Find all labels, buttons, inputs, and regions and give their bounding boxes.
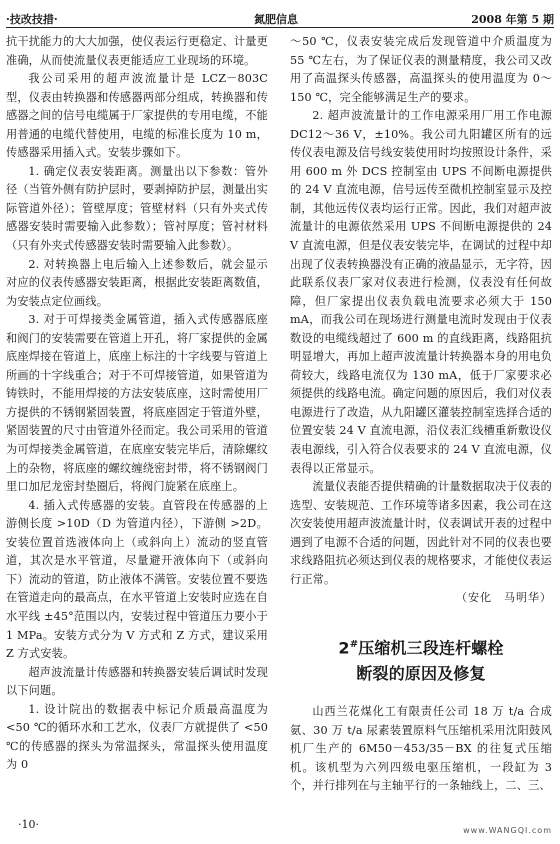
right-column <box>290 33 552 796</box>
paragraph: ～50 ℃，仪表安装完成后发现管道中介质温度为 55 ℃左右，为了保证仪表的测量精度，我公司又改用了高温探头传感器，高温探头的使用温度为 0～150 ℃，完全能够满足生产的要求。 <box>290 35 552 104</box>
issue-label: 2008 年第 5 期 <box>471 13 554 26</box>
header-rule <box>6 27 554 28</box>
section-label: ·技改技措· <box>6 13 58 26</box>
page-number: ·10· <box>18 818 39 831</box>
paragraph: 1. 设计院出的数据表中标记介质最高温度为 <50 ℃的循环水和工艺水，仪表厂方就提供了 <50 ℃的传感器的探头为常温探头，常温探头使用温度为 0 <box>6 702 268 772</box>
paragraph: 流量仪表能否提供精确的计量数据取决于仪表的选型、安装规范、工作环境等诸多因素，我公司在这次安装使用超声波流量计时，仪表调试开表的过程中遇到了电源不合适的问题，因此针对不同的仪表也要求线路阻抗必须达到仪表的规格要求，才能使仪表运行正常。 <box>290 480 552 586</box>
article-title <box>290 632 552 687</box>
paragraph: 抗干扰能力的大大加强，使仪表运行更稳定、计量更准确，从而使流量仪表更能适应工业现场的环境。 <box>6 35 268 67</box>
title-line-2: 断裂的原因及修复 <box>356 664 486 684</box>
watermark: www.WANGQI.com <box>463 826 552 835</box>
paragraph: 超声波流量计传感器和转换器安装后调试时发现以下问题。 <box>6 665 268 698</box>
journal-name: 氮肥信息 <box>254 13 298 26</box>
article-body: 山西兰花煤化工有限责任公司 18 万 t/a 合成氨、30 万 t/a 尿素装置原料气压缩机采用沈阳鼓风机厂生产的 6M50－453/35－BX 的往复式压缩机。该机型为六列四级电驱压缩机，一段缸为 3 个，并行排列在与主轴平行的一条轴线上，二、三、 <box>290 705 552 793</box>
paragraph: 1. 确定仪表安装距离。测量出以下参数：管外径（当管外侧有防护层时，要剥掉防护层，测量出实际管道外径）；管壁厚度；管壁材料（只有外夹式传感器安装时需要输入此参数）；管衬厚度；管衬材料（只有外夹式传感器安装时需要输入此参数）。 <box>6 164 268 253</box>
paragraph: 4. 插入式传感器的安装。直管段在传感器的上游侧长度 >10D（D 为管道内径），下游侧 >2D。安装位置首选液体向上（或斜向上）流动的竖直管道，其次是水平管道，尽量避开液体向下（或斜向下）流动的管道，防止液体不满管。安装位置不要选在管道走向的最高点，在水平管道上安装时应选在自水平线 ±45°范围以内，安装过程中管道压力要小于 1 MPa。安装方式分为 V 方式和 Z 方式，建议采用 Z 方式安装。 <box>6 498 268 661</box>
running-header <box>6 6 554 26</box>
paragraph: 我公司采用的超声波流量计是 LCZ－803C 型，仪表由转换器和传感器两部分组成，转换器和传感器之间的信号电缆属于厂家提供的专用电缆，不能用普通的电缆代替使用，电缆的标准长度为 10 m，传感器采用插入式。安装步骤如下。 <box>6 72 268 160</box>
paragraph: 2. 对转换器上电后输入上述参数后，就会显示对应的仪表传感器安装距离，根据此安装距离数值，为安装点定位画线。 <box>6 257 268 308</box>
title-line-1: 2#压缩机三段连杆螺栓 <box>338 638 504 658</box>
paragraph: 2. 超声波流量计的工作电源采用厂用工作电源 DC12～36 V，±10%。我公司九阳罐区所有的远传仪表电源及信号线安装使用时均按照设计条件，采用 600 m 外 DCS 控制室由 UPS 不间断电源提供的 24 V 直流电源，信号远传至微机控制室显示及控制，其他远传仪表均运行正常。因此，我们对超声波流量计的电源依然采用 UPS 不间断电源提供的 24 V 直流电源，但是仪表安装完毕，在调试的过程中却出现了仪表转换器没有正确的液晶显示，无字符，因此联系仪表厂家对仪表进行检测，仪表没有任何故障，但厂家提出仪表负载电流要求必须大于 150 mA，而我公司在现场进行测量电流时发现由于仪表数设的电缆线超过了 600 m 的直线距离，线路阻抗明显增大，再加上超声波流量计转换器本身的用电负荷较大，线路电流仅为 130 mA，低于厂家要求必须提供的线路电流。确定问题的原因后，我们对仪表电源进行了改造，从九阳罐区灌装控制室选择合适的位置安装 24 V 直流电源，沿仪表汇线槽重新敷设仪表电源线，引入符合仪表要求的 24 V 直流电源，仪表得以正常显示。 <box>290 109 552 475</box>
left-column <box>6 33 268 775</box>
author-credit: （安化 马明华） <box>456 591 552 605</box>
paragraph: 3. 对于可焊接类金属管道，插入式传感器底座和阀门的安装需要在管道上开孔，将厂家提供的金属底座焊接在管道上，底座上标注的十字线要与管道上所画的十字线重合；对于不可焊接管道，如果管道为铸铁时，不能用焊接的方法安装底座，这时需使用厂方提供的不锈钢紧固装置，将底座固定于管道外壁，紧固装置的尺寸由管道外径而定。我公司采用的管道为可焊接类金属管道，在底座安装完毕后，清除螺纹上的杂物，将底座的螺纹缠绕密封带，将不锈钢阀门里口加尼龙密封垫圈后，将阀门旋紧在底座上。 <box>6 313 268 494</box>
